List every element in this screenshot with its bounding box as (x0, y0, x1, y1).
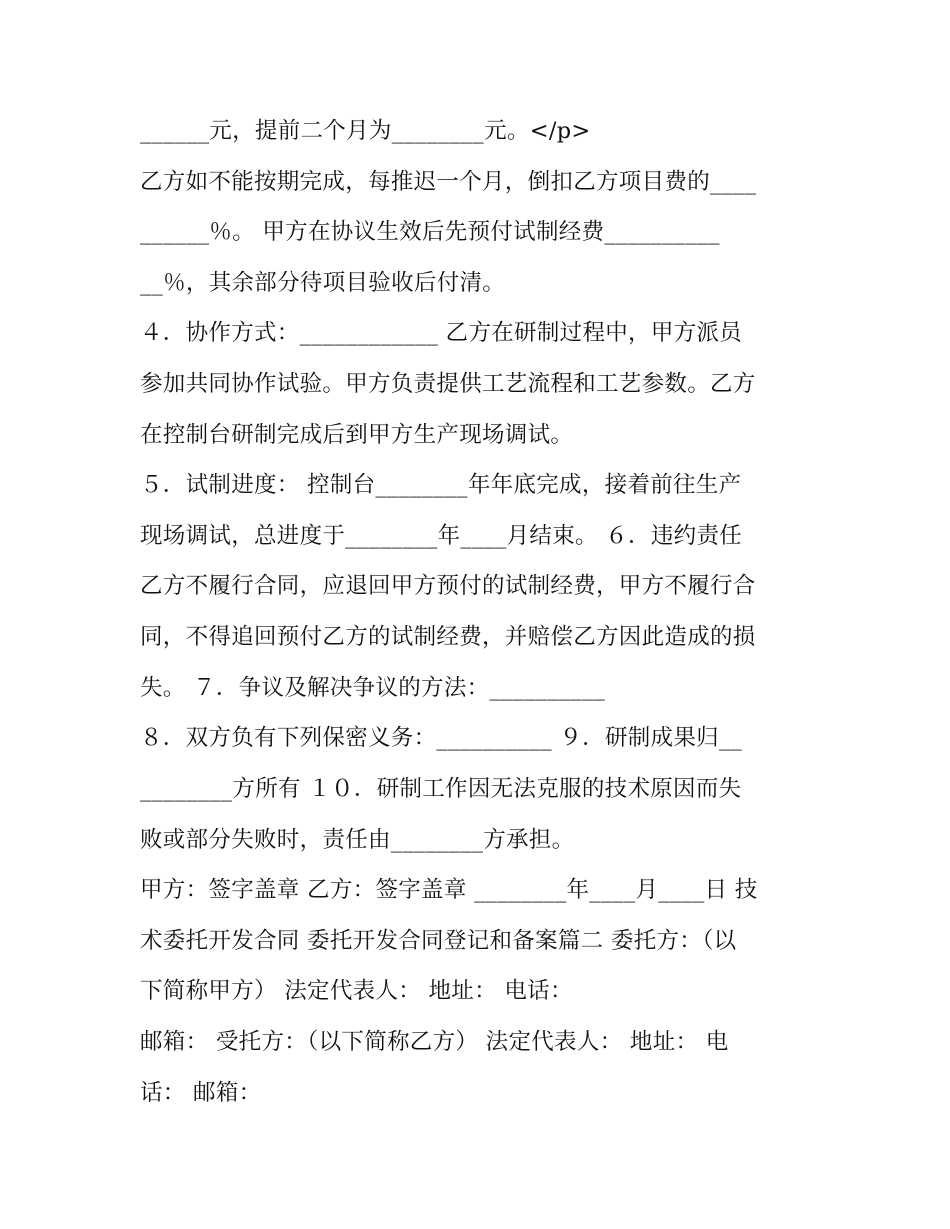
text-line-19: 邮箱： 受托方：（以下简称乙方） 法定代表人： 地址： 电 (140, 1029, 729, 1055)
text-line-13: ８．双方负有下列保密义务：__________ ９．研制成果归__ (140, 725, 743, 751)
text-line-8: ５．试制进度： 控制台________年年底完成，接着前往生产 (140, 472, 742, 498)
text-line-17: 术委托开发合同 委托开发合同登记和备案篇二 委托方：（以 (140, 928, 737, 954)
text-line-1: ______元，提前二个月为________元。</p> (140, 118, 591, 144)
text-line-10: 乙方不履行合同，应退回甲方预付的试制经费，甲方不履行合 (140, 573, 756, 599)
text-line-15: 败或部分失败时，责任由________方承担。 (140, 827, 575, 853)
text-line-11: 同，不得追回预付乙方的试制经费，并赔偿乙方因此造成的损 (140, 624, 756, 650)
text-line-9: 现场调试，总进度于________年____月结束。 ６．违约责任 (140, 523, 743, 549)
text-line-12: 失。 ７．争议及解决争议的方法：__________ (140, 675, 605, 701)
text-line-14: ________方所有 １０．研制工作因无法克服的技术原因而失 (140, 776, 742, 802)
text-line-5: ４．协作方式：____________ 乙方在研制过程中，甲方派员 (140, 320, 743, 346)
text-line-7: 在控制台研制完成后到甲方生产现场调试。 (140, 422, 574, 448)
text-line-18: 下简称甲方） 法定代表人： 地址： 电话： (140, 978, 573, 1004)
text-line-6: 参加共同协作试验。甲方负责提供工艺流程和工艺参数。乙方 (140, 371, 756, 397)
text-line-20: 话： 邮箱： (140, 1080, 262, 1106)
text-line-2: 乙方如不能按期完成，每推迟一个月，倒扣乙方项目费的____ (140, 169, 757, 195)
text-line-3: ______％。 甲方在协议生效后先预付试制经费__________ (140, 219, 720, 245)
text-line-4: __％，其余部分待项目验收后付清。 (140, 270, 506, 296)
text-line-16: 甲方：签字盖章 乙方：签字盖章 ________年____月____日 技 (140, 877, 758, 903)
